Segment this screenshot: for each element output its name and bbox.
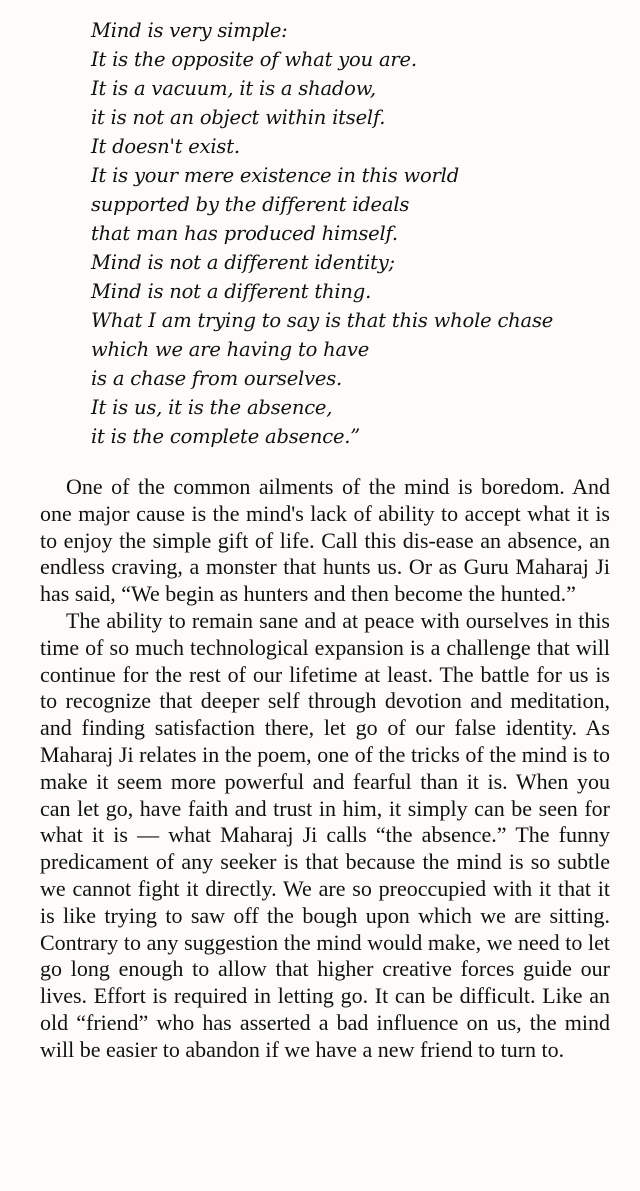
- body-paragraph: The ability to remain sane and at peace with ourselves in this time of so much technological expansion is a challenge that will continue for the rest of our lifetime at least. The battle for us is to recognize that deeper self through devotion and meditation, and finding satisfaction there, let go of our false identity. As Maharaj Ji relates in the poem, one of the tricks of the mind is to make it seem more powerful and fearful than it is. When you can let go, have faith and trust in him, it simply can be seen for what it is — what Maharaj Ji calls “the absence.” The funny predicament of any seeker is that because the mind is so subtle we cannot fight it directly. We are so preoccupied with it that it is like trying to saw off the bough upon which we are sitting. Contrary to any suggestion the mind would make, we need to let go long enough to allow that higher creative forces guide our lives. Effort is required in letting go. It can be difficult. Like an old “friend” who has asserted a bad influence on us, the mind will be easier to abandon if we have a new friend to turn to.: [40, 607, 610, 1062]
- poem-line: supported by the different ideals: [91, 193, 410, 216]
- poem-line: it is not an object within itself.: [91, 106, 386, 129]
- body-paragraph: One of the common ailments of the mind is boredom. And one major cause is the mind's lack of ability to accept what it is to enjoy the simple gift of life. Call this dis-ease an absence, an endless craving, a monster that hunts us. Or as Guru Maharaj Ji has said, “We begin as hunters and then become the hunted.”: [40, 474, 610, 607]
- poem-line: It is a vacuum, it is a shadow,: [91, 77, 376, 100]
- poem-line: Mind is very simple:: [91, 19, 288, 42]
- poem-block: [91, 16, 631, 451]
- poem-line: What I am trying to say is that this whole chase: [91, 309, 554, 332]
- poem-line: is a chase from ourselves.: [91, 367, 343, 390]
- body-text: [40, 474, 610, 1064]
- poem-line: It doesn't exist.: [91, 135, 240, 158]
- poem-line: It is us, it is the absence,: [91, 396, 333, 419]
- poem-line: It is the opposite of what you are.: [91, 48, 417, 71]
- poem-line: which we are having to have: [91, 338, 370, 361]
- poem-line: Mind is not a different identity;: [91, 251, 395, 274]
- poem-line: It is your mere existence in this world: [91, 164, 459, 187]
- poem-line: that man has produced himself.: [91, 222, 398, 245]
- poem-line: Mind is not a different thing.: [91, 280, 372, 303]
- poem-line: it is the complete absence.”: [91, 425, 361, 448]
